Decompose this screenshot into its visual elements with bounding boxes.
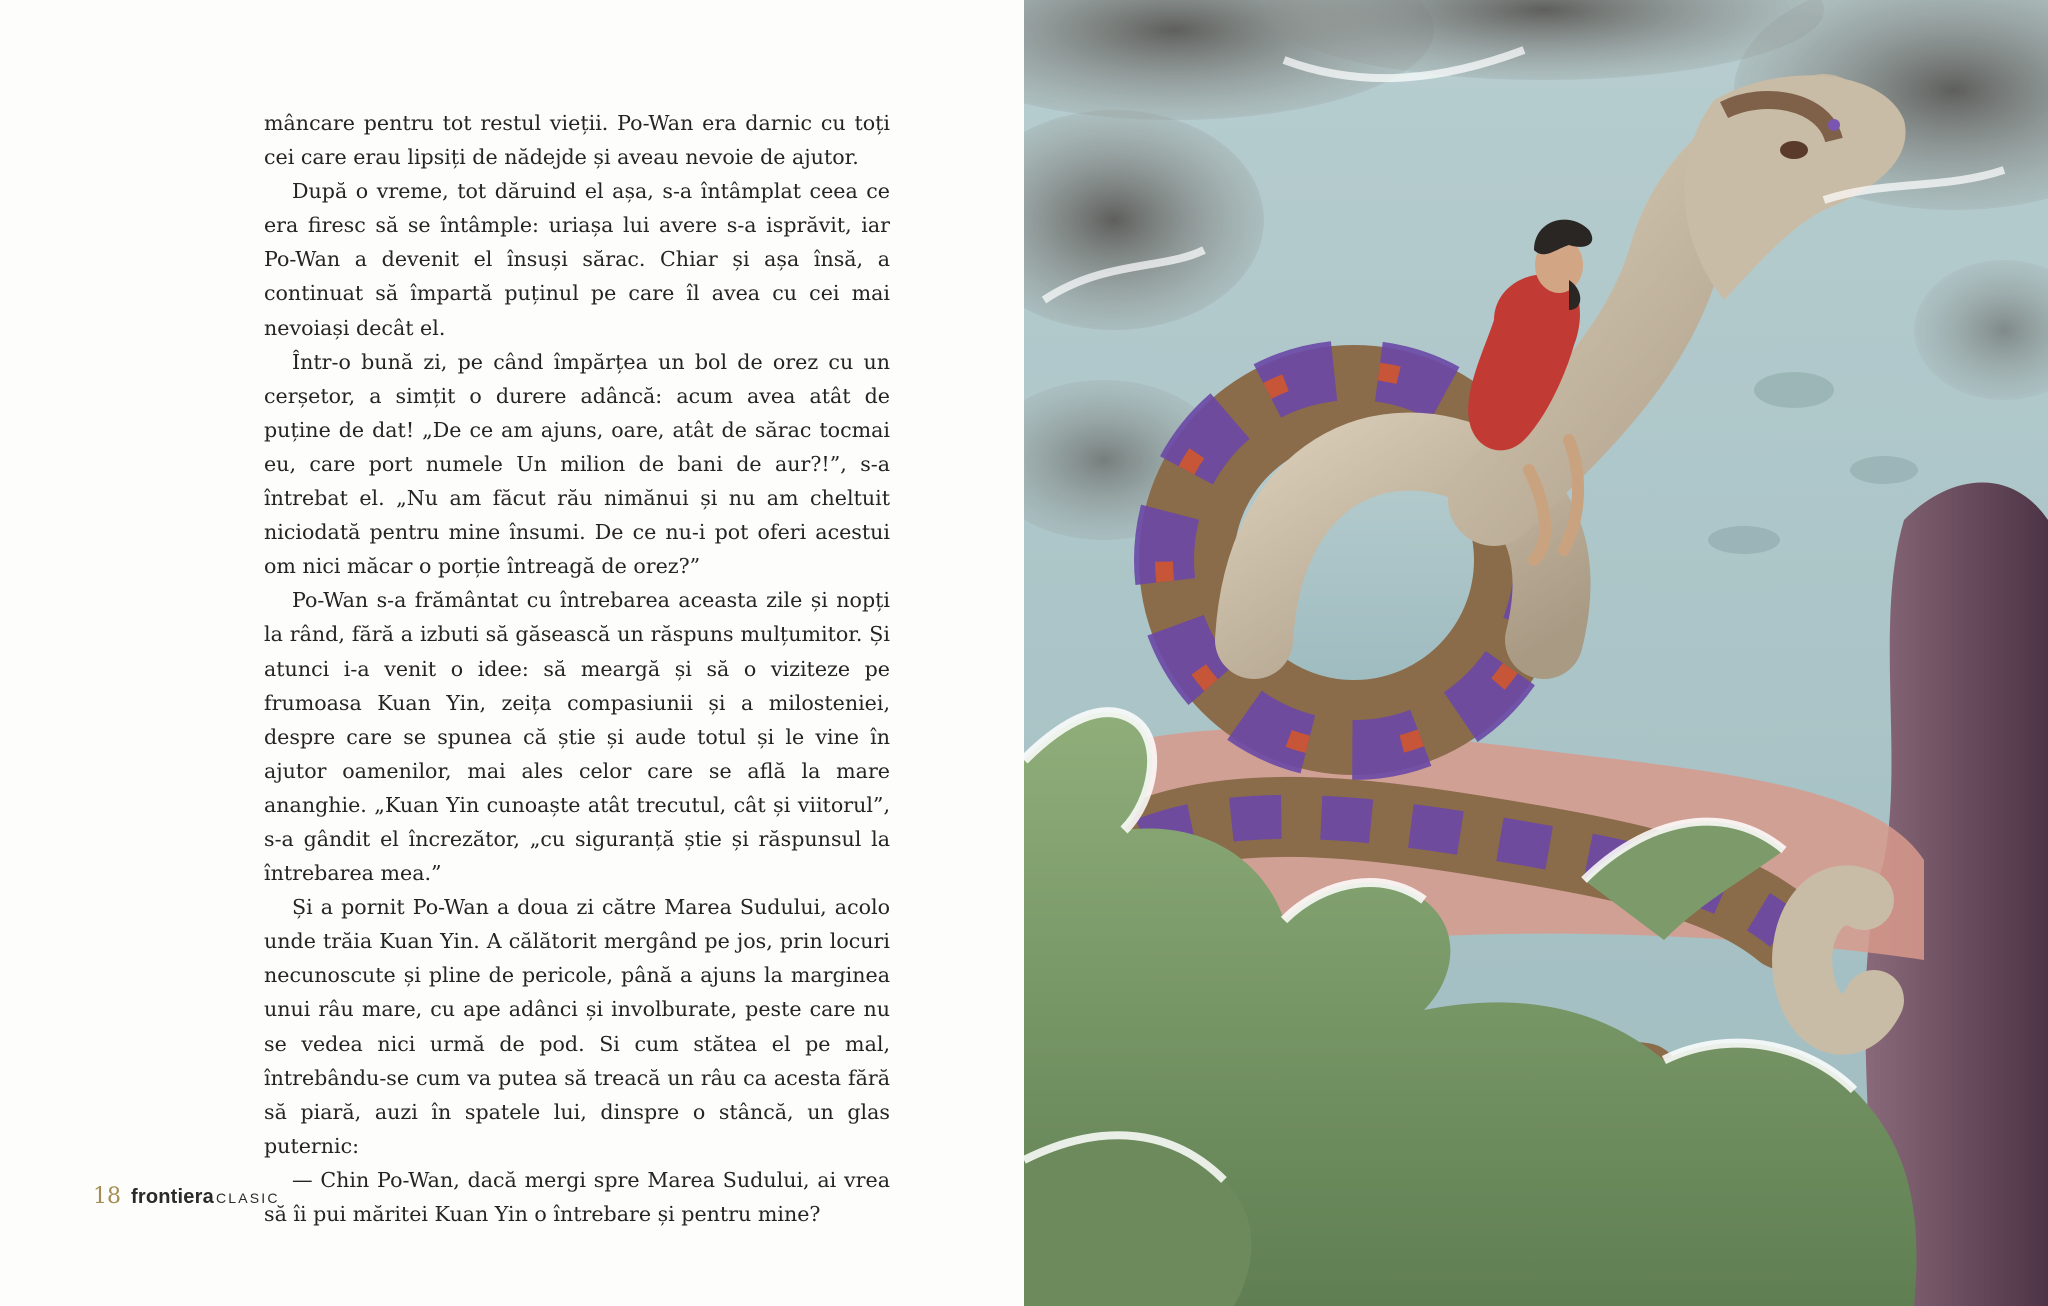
serpent-illustration bbox=[1024, 0, 2048, 1306]
paragraph-1: mâncare pentru tot restul vieții. Po-Wan era darnic cu toți cei care erau lipsiți de nădejde și aveau nevoie de ajutor. bbox=[264, 111, 890, 170]
series-label: CLASIC bbox=[215, 1190, 280, 1206]
story-text bbox=[264, 106, 890, 1231]
paragraph-2: După o vreme, tot dăruind el așa, s-a întâmplat ceea ce era firesc să se întâmple: uriașa lui avere s-a isprăvit, iar Po-Wan a devenit el însuși sărac. Chiar și așa însă, a continuat să împartă puținul pe care îl avea cu cei mai nevoiași decât el. bbox=[264, 179, 890, 340]
paragraph-4: Po-Wan s-a frământat cu întrebarea aceasta zile și nopți la rând, fără a izbuti să găsească un răspuns mulțumitor. Și atunci i-a venit o idee: să meargă și să o viziteze pe frumoasa Kuan Yin, zeița compasiunii și a milosteniei, despre care se spunea că știe și aude totul și le vine în ajutor oamenilor, mai ales celor care se află la mare ananghie. „Kuan Yin cunoaște atât trecutul, cât și viitorul”, s-a gândit el încrezător, „cu siguranță știe și răspunsul la întrebarea mea.” bbox=[264, 588, 890, 886]
paragraph-5: Și a pornit Po-Wan a doua zi către Marea Sudului, acolo unde trăia Kuan Yin. A călătorit mergând pe jos, prin locuri necunoscute și pline de pericole, până a ajuns la marginea unui râu mare, cu ape adânci și involburate, peste care nu se vedea nici urmă de pod. Si cum stătea el pe mal, întrebându-se cum va putea să treacă un râu ca acesta fără să piară, auzi în spatele lui, dinspre o stâncă, un glas puternic: bbox=[264, 895, 890, 1158]
illustration-page bbox=[1024, 0, 2048, 1306]
page-footer bbox=[93, 1184, 280, 1209]
paragraph-3: Într-o bună zi, pe când împărțea un bol de orez cu un cerșetor, a simțit o durere adâncă: acum avea atât de puține de dat! „De ce am ajuns, oare, atât de sărac tocmai eu, care port numele Un milion de bani de aur?!”, s-a întrebat el. „Nu am făcut rău nimănui și nu am cheltuit niciodată pentru mine însumi. De ce nu-i pot oferi acestui om nici măcar o porție întreagă de orez?” bbox=[264, 349, 890, 579]
paragraph-6-dialogue: — Chin Po-Wan, dacă mergi spre Marea Sudului, ai vrea să îi pui măritei Kuan Yin o întrebare și pentru mine? bbox=[264, 1167, 890, 1226]
publisher-brand: frontiera bbox=[131, 1186, 214, 1208]
page-number: 18 bbox=[93, 1184, 121, 1209]
